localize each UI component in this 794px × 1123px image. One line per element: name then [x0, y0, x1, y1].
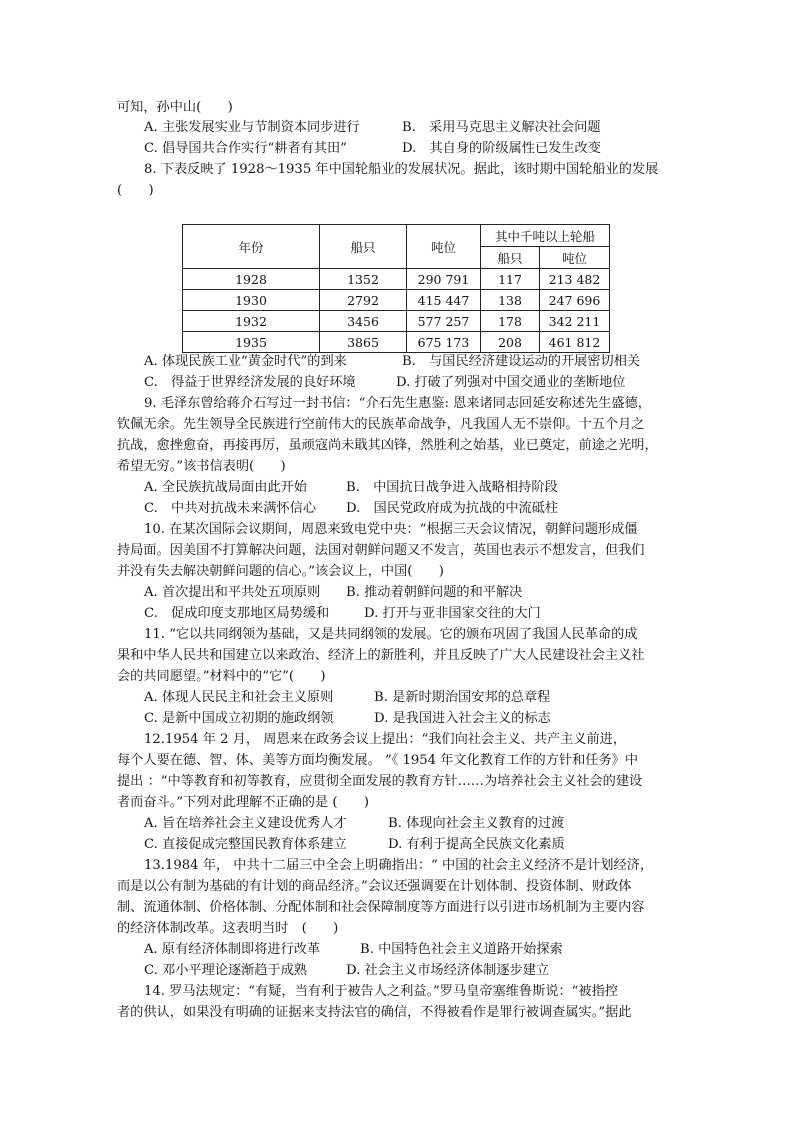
- q9-option-d: D. 国民党政府成为抗战的中流砥柱: [346, 501, 559, 516]
- table-cell: 461 812: [540, 332, 610, 353]
- table-cell: 213 482: [540, 269, 610, 290]
- q9-line4: 希望无穷。”该书信表明( ): [117, 459, 286, 474]
- q10-option-c: C. 促成印度支那地区局势缓和: [144, 606, 330, 621]
- q11-line2: 果和中华人民共和国建立以来政治、经济上的新胜利，并且反映了广大人民建设社会主义社: [117, 648, 645, 663]
- q9-line2: 钦佩无余。先生领导全民族进行空前伟大的民族革命战争，凡我国人无不崇仰。十五个月之: [117, 417, 645, 432]
- table-cell: 117: [481, 269, 540, 290]
- header-large-tonnage: 吨位: [540, 247, 610, 269]
- q14-line1: 14. 罗马法规定：“有疑，当有利于被告人之利益。”罗马皇帝塞维鲁斯说：“被指控: [144, 984, 618, 999]
- q11-option-b: B. 是新时期治国安邦的总章程: [374, 690, 551, 705]
- table-row: [183, 290, 610, 311]
- q13-option-c: C. 邓小平理论逐渐趋于成熟: [144, 963, 308, 978]
- q12-line3: 提出 ：“中等教育和初等教育，应贯彻全面发展的教育方针……为培养社会主义社会的建设: [117, 774, 643, 789]
- q11-option-d: D. 是我国进入社会主义的标志: [374, 711, 551, 726]
- table-cell: 290 791: [407, 269, 481, 290]
- table-cell: 675 173: [407, 332, 481, 353]
- q11-line1: 11. “它以共同纲领为基础，又是共同纲领的发展。它的颁布巩固了我国人民革命的成: [144, 627, 638, 642]
- q8-stem-line1: 8. 下表反映了 1928～1935 年中国轮船业的发展状况。据此，该时期中国轮船业的发展: [144, 162, 659, 177]
- table-cell: 342 211: [540, 311, 610, 332]
- table-cell: 1930: [183, 290, 320, 311]
- header-ships: 船只: [320, 225, 407, 269]
- q10-line1: 10. 在某次国际会议期间，周恩来致电党中央：“根据三天会议情况，朝鲜问题形成僵: [144, 522, 638, 537]
- q13-line3: 制、流通体制、价格体制、分配体制和社会保障制度等方面进行以引进市场机制为主要内容: [117, 900, 645, 915]
- q12-option-a: A. 旨在培养社会主义建设优秀人才: [144, 816, 347, 831]
- q10-line2: 持局面。因美国不打算解决问题，法国对朝鲜问题又不发言，英国也表示不想发言，但我们: [117, 543, 645, 558]
- q8-stem-line2: ( ): [117, 183, 154, 198]
- table-cell: 1928: [183, 269, 320, 290]
- q10-option-b: B. 推动着朝鲜问题的和平解决: [346, 585, 523, 600]
- table-cell: 415 447: [407, 290, 481, 311]
- table-row: [183, 332, 610, 353]
- q7-option-c: C. 倡导国共合作实行“耕者有其田”: [144, 141, 347, 156]
- q13-line1: 13.1984 年， 中共十二届三中全会上明确指出：“ 中国的社会主义经济不是计划经济，: [144, 858, 654, 873]
- q12-line4: 者而奋斗。”下列对此理解不正确的是 ( ): [117, 795, 369, 810]
- shipping-table: [182, 224, 610, 353]
- q10-line3: 并没有失去解决朝鲜问题的信心。”该会议上，中国( ): [117, 564, 444, 579]
- q12-option-d: D. 有利于提高全民族文化素质: [388, 837, 565, 852]
- q11-option-c: C. 是新中国成立初期的施政纲领: [144, 711, 334, 726]
- table-row: [183, 311, 610, 332]
- table-cell: 577 257: [407, 311, 481, 332]
- q13-option-b: B. 中国特色社会主义道路开始探索: [360, 942, 563, 957]
- table-cell: 208: [481, 332, 540, 353]
- table-row: [183, 269, 610, 290]
- q13-option-d: D. 社会主义市场经济体制逐步建立: [346, 963, 550, 978]
- header-large-ships-group: 其中千吨以上轮船: [481, 225, 610, 247]
- q10-option-a: A. 首次提出和平共处五项原则: [144, 585, 321, 600]
- table-cell: 3456: [320, 311, 407, 332]
- q8-option-d: D. 打破了列强对中国交通业的垄断地位: [396, 375, 626, 390]
- q9-option-b: B. 中国抗日战争进入战略相持阶段: [346, 480, 558, 495]
- q9-option-c: C. 中共对抗战未来满怀信心: [144, 501, 317, 516]
- q7-stem: 可知，孙中山( ): [117, 100, 233, 115]
- q13-line2: 而是以公有制为基础的有计划的商品经济。”会议还强调要在计划体制、投资体制、财政体: [117, 879, 632, 894]
- q7-option-d: D. 其自身的阶级属性已发生改变: [402, 141, 601, 156]
- q12-option-c: C. 直接促成完整国民教育体系建立: [144, 837, 347, 852]
- q9-line1: 9. 毛泽东曾给蒋介石写过一封书信：“介石先生惠鉴: 恩来诸同志回延安称述先生盛德，: [144, 396, 651, 411]
- q8-option-b: B. 与国民经济建设运动的开展密切相关: [402, 354, 641, 369]
- q13-line4: 的经济体制改革。这表明当时 ( ): [117, 921, 339, 936]
- table-cell: 247 696: [540, 290, 610, 311]
- q11-line3: 会的共同愿望。”材料中的“它”( ): [117, 669, 326, 684]
- header-tonnage: 吨位: [407, 225, 481, 269]
- table-cell: 1932: [183, 311, 320, 332]
- table-cell: 2792: [320, 290, 407, 311]
- table-cell: 1935: [183, 332, 320, 353]
- table-cell: 1352: [320, 269, 407, 290]
- q12-line2: 每个人要在德、智、体、美等方面均衡发展。 ”《 1954 年文化教育工作的方针和任务》中: [117, 753, 639, 768]
- q12-option-b: B. 体现向社会主义教育的过渡: [388, 816, 565, 831]
- table-cell: 138: [481, 290, 540, 311]
- q8-option-a: A. 体现民族工业“黄金时代”的到来: [144, 354, 347, 369]
- q13-option-a: A. 原有经济体制即将进行改革: [144, 942, 321, 957]
- header-year: 年份: [183, 225, 320, 269]
- q9-option-a: A. 全民族抗战局面由此开始: [144, 480, 307, 495]
- q12-line1: 12.1954 年 2 月， 周恩来在政务会议上提出：“我们向社会主义、共产主义前进，: [144, 732, 627, 747]
- q11-option-a: A. 体现人民民主和社会主义原则: [144, 690, 334, 705]
- table-cell: 3865: [320, 332, 407, 353]
- q7-option-b: B. 采用马克思主义解决社会问题: [402, 120, 601, 135]
- q8-option-c: C. 得益于世界经济发展的良好环境: [144, 375, 356, 390]
- header-large-ships: 船只: [481, 247, 540, 269]
- table-cell: 178: [481, 311, 540, 332]
- q9-line3: 抗战，愈挫愈奋，再接再厉，虽顽寇尚未戢其凶锋，然胜利之始基，业已奠定，前途之光明，: [117, 438, 658, 453]
- q10-option-d: D. 打开与亚非国家交往的大门: [364, 606, 541, 621]
- q7-option-a: A. 主张发展实业与节制资本同步进行: [144, 120, 360, 135]
- q14-line2: 者的供认，如果没有明确的证据来支持法官的确信，不得被看作是罪行被调查属实。”据此: [117, 1005, 632, 1020]
